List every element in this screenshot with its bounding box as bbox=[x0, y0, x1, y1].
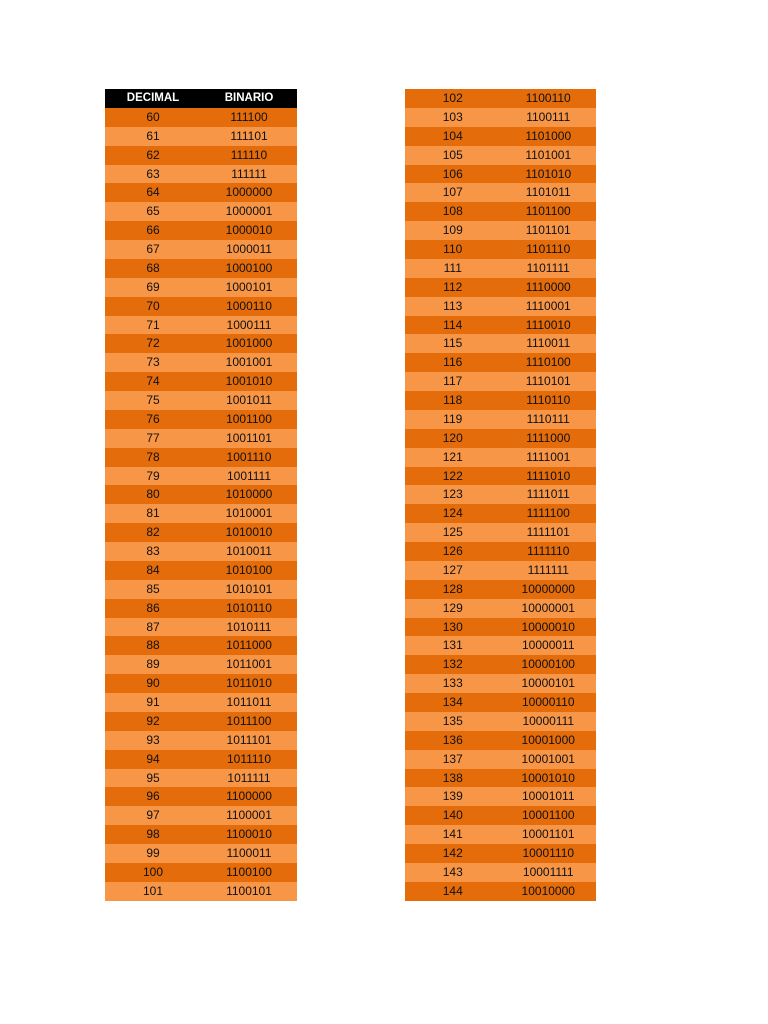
decimal-cell: 63 bbox=[105, 165, 201, 184]
table-row bbox=[405, 429, 596, 448]
binary-cell: 1001001 bbox=[201, 353, 297, 372]
binary-cell: 1010111 bbox=[201, 618, 297, 637]
decimal-cell: 118 bbox=[405, 391, 501, 410]
binary-cell: 10001010 bbox=[501, 769, 597, 788]
table-row bbox=[105, 523, 297, 542]
binary-cell: 10000110 bbox=[501, 693, 597, 712]
decimal-cell: 96 bbox=[105, 787, 201, 806]
decimal-cell: 72 bbox=[105, 334, 201, 353]
table-row bbox=[105, 750, 297, 769]
decimal-cell: 126 bbox=[405, 542, 501, 561]
decimal-cell: 119 bbox=[405, 410, 501, 429]
decimal-cell: 66 bbox=[105, 221, 201, 240]
binary-cell: 10000010 bbox=[501, 618, 597, 637]
binary-cell: 1001000 bbox=[201, 334, 297, 353]
table-row bbox=[105, 372, 297, 391]
table-row bbox=[105, 655, 297, 674]
table-row bbox=[105, 146, 297, 165]
binary-cell: 10001101 bbox=[501, 825, 597, 844]
table-row bbox=[405, 353, 596, 372]
decimal-cell: 86 bbox=[105, 599, 201, 618]
decimal-cell: 114 bbox=[405, 316, 501, 335]
table-row bbox=[105, 599, 297, 618]
table-row bbox=[105, 636, 297, 655]
binary-cell: 1011010 bbox=[201, 674, 297, 693]
decimal-cell: 142 bbox=[405, 844, 501, 863]
table-row bbox=[405, 89, 596, 108]
decimal-cell: 120 bbox=[405, 429, 501, 448]
binary-cell: 1101011 bbox=[501, 183, 597, 202]
binary-cell: 1010011 bbox=[201, 542, 297, 561]
binary-cell: 1010101 bbox=[201, 580, 297, 599]
binary-cell: 10001001 bbox=[501, 750, 597, 769]
binary-cell: 1010100 bbox=[201, 561, 297, 580]
decimal-cell: 103 bbox=[405, 108, 501, 127]
decimal-cell: 88 bbox=[105, 636, 201, 655]
table-row bbox=[405, 221, 596, 240]
table-row bbox=[105, 580, 297, 599]
table-row bbox=[405, 485, 596, 504]
decimal-cell: 125 bbox=[405, 523, 501, 542]
table-row bbox=[405, 202, 596, 221]
table-body-right bbox=[405, 89, 596, 901]
decimal-cell: 139 bbox=[405, 787, 501, 806]
table-row bbox=[405, 448, 596, 467]
binary-cell: 10010000 bbox=[501, 882, 597, 901]
binary-cell: 1101101 bbox=[501, 221, 597, 240]
decimal-cell: 97 bbox=[105, 806, 201, 825]
table-row bbox=[105, 825, 297, 844]
table-row bbox=[405, 844, 596, 863]
binary-cell: 111111 bbox=[201, 165, 297, 184]
decimal-cell: 127 bbox=[405, 561, 501, 580]
binary-cell: 1111001 bbox=[501, 448, 597, 467]
binary-cell: 1010010 bbox=[201, 523, 297, 542]
decimal-cell: 106 bbox=[405, 165, 501, 184]
binary-cell: 1111010 bbox=[501, 467, 597, 486]
decimal-cell: 110 bbox=[405, 240, 501, 259]
decimal-cell: 85 bbox=[105, 580, 201, 599]
table-row bbox=[405, 769, 596, 788]
table-row bbox=[105, 882, 297, 901]
decimal-cell: 122 bbox=[405, 467, 501, 486]
decimal-cell: 75 bbox=[105, 391, 201, 410]
binary-cell: 111100 bbox=[201, 108, 297, 127]
binary-cell: 1110110 bbox=[501, 391, 597, 410]
table-row bbox=[105, 542, 297, 561]
table-row bbox=[405, 372, 596, 391]
decimal-binary-table-right bbox=[405, 89, 596, 901]
binary-cell: 10000011 bbox=[501, 636, 597, 655]
table-row bbox=[105, 485, 297, 504]
binary-cell: 1110101 bbox=[501, 372, 597, 391]
binary-cell: 1110100 bbox=[501, 353, 597, 372]
binary-cell: 1110111 bbox=[501, 410, 597, 429]
decimal-column-header: DECIMAL bbox=[105, 89, 201, 108]
decimal-cell: 74 bbox=[105, 372, 201, 391]
table-row bbox=[105, 391, 297, 410]
table-row bbox=[105, 410, 297, 429]
binary-cell: 1011011 bbox=[201, 693, 297, 712]
binary-cell: 1001010 bbox=[201, 372, 297, 391]
decimal-cell: 123 bbox=[405, 485, 501, 504]
table-row bbox=[405, 278, 596, 297]
decimal-cell: 94 bbox=[105, 750, 201, 769]
decimal-cell: 108 bbox=[405, 202, 501, 221]
binary-cell: 1100111 bbox=[501, 108, 597, 127]
table-row bbox=[105, 769, 297, 788]
table-row bbox=[105, 467, 297, 486]
binary-cell: 1011110 bbox=[201, 750, 297, 769]
decimal-cell: 81 bbox=[105, 504, 201, 523]
decimal-cell: 99 bbox=[105, 844, 201, 863]
table-row bbox=[405, 334, 596, 353]
binary-column-header: BINARIO bbox=[201, 89, 297, 108]
table-row bbox=[105, 353, 297, 372]
binary-cell: 1101000 bbox=[501, 127, 597, 146]
table-row bbox=[405, 806, 596, 825]
decimal-cell: 65 bbox=[105, 202, 201, 221]
binary-cell: 1000011 bbox=[201, 240, 297, 259]
binary-cell: 111110 bbox=[201, 146, 297, 165]
decimal-cell: 130 bbox=[405, 618, 501, 637]
table-row bbox=[405, 561, 596, 580]
binary-cell: 10000100 bbox=[501, 655, 597, 674]
binary-cell: 1110001 bbox=[501, 297, 597, 316]
table-row bbox=[105, 259, 297, 278]
table-row bbox=[405, 599, 596, 618]
binary-cell: 1100101 bbox=[201, 882, 297, 901]
table-row bbox=[105, 316, 297, 335]
decimal-cell: 128 bbox=[405, 580, 501, 599]
decimal-cell: 109 bbox=[405, 221, 501, 240]
table-header-row bbox=[105, 89, 297, 108]
decimal-cell: 83 bbox=[105, 542, 201, 561]
decimal-cell: 98 bbox=[105, 825, 201, 844]
table-row bbox=[105, 504, 297, 523]
table-row bbox=[405, 618, 596, 637]
decimal-cell: 101 bbox=[105, 882, 201, 901]
binary-cell: 1111011 bbox=[501, 485, 597, 504]
binary-cell: 1100010 bbox=[201, 825, 297, 844]
table-row bbox=[405, 882, 596, 901]
binary-cell: 10000001 bbox=[501, 599, 597, 618]
decimal-cell: 135 bbox=[405, 712, 501, 731]
decimal-cell: 121 bbox=[405, 448, 501, 467]
table-row bbox=[405, 146, 596, 165]
table-row bbox=[405, 183, 596, 202]
binary-cell: 10000111 bbox=[501, 712, 597, 731]
table-row bbox=[105, 221, 297, 240]
decimal-cell: 111 bbox=[405, 259, 501, 278]
decimal-cell: 137 bbox=[405, 750, 501, 769]
binary-cell: 1011100 bbox=[201, 712, 297, 731]
binary-cell: 10001100 bbox=[501, 806, 597, 825]
binary-cell: 1101001 bbox=[501, 146, 597, 165]
binary-cell: 1111101 bbox=[501, 523, 597, 542]
table-row bbox=[105, 674, 297, 693]
binary-cell: 1111100 bbox=[501, 504, 597, 523]
table-row bbox=[405, 674, 596, 693]
binary-cell: 1100100 bbox=[201, 863, 297, 882]
table-row bbox=[105, 429, 297, 448]
table-body-left bbox=[105, 108, 297, 901]
table-row bbox=[405, 580, 596, 599]
table-row bbox=[405, 108, 596, 127]
decimal-cell: 107 bbox=[405, 183, 501, 202]
table-row bbox=[105, 278, 297, 297]
table-row bbox=[105, 448, 297, 467]
decimal-cell: 133 bbox=[405, 674, 501, 693]
binary-cell: 1010000 bbox=[201, 485, 297, 504]
decimal-cell: 90 bbox=[105, 674, 201, 693]
decimal-binary-table-left bbox=[105, 89, 297, 901]
decimal-cell: 73 bbox=[105, 353, 201, 372]
decimal-cell: 105 bbox=[405, 146, 501, 165]
decimal-cell: 92 bbox=[105, 712, 201, 731]
decimal-cell: 102 bbox=[405, 89, 501, 108]
decimal-cell: 68 bbox=[105, 259, 201, 278]
decimal-cell: 82 bbox=[105, 523, 201, 542]
table-row bbox=[105, 240, 297, 259]
table-row bbox=[405, 410, 596, 429]
binary-cell: 1001111 bbox=[201, 467, 297, 486]
table-row bbox=[405, 863, 596, 882]
binary-cell: 1000100 bbox=[201, 259, 297, 278]
table-row bbox=[405, 240, 596, 259]
table-row bbox=[405, 825, 596, 844]
binary-cell: 1111110 bbox=[501, 542, 597, 561]
binary-cell: 10001110 bbox=[501, 844, 597, 863]
table-row bbox=[405, 391, 596, 410]
binary-cell: 1000001 bbox=[201, 202, 297, 221]
binary-cell: 10001000 bbox=[501, 731, 597, 750]
decimal-cell: 144 bbox=[405, 882, 501, 901]
decimal-cell: 70 bbox=[105, 297, 201, 316]
binary-cell: 1000010 bbox=[201, 221, 297, 240]
table-row bbox=[105, 127, 297, 146]
decimal-cell: 131 bbox=[405, 636, 501, 655]
table-row bbox=[105, 806, 297, 825]
decimal-cell: 64 bbox=[105, 183, 201, 202]
decimal-cell: 129 bbox=[405, 599, 501, 618]
table-row bbox=[105, 731, 297, 750]
table-row bbox=[405, 467, 596, 486]
decimal-cell: 60 bbox=[105, 108, 201, 127]
binary-cell: 1000110 bbox=[201, 297, 297, 316]
decimal-cell: 80 bbox=[105, 485, 201, 504]
table-row bbox=[405, 297, 596, 316]
binary-cell: 1000101 bbox=[201, 278, 297, 297]
table-row bbox=[105, 693, 297, 712]
decimal-cell: 113 bbox=[405, 297, 501, 316]
decimal-cell: 134 bbox=[405, 693, 501, 712]
binary-cell: 1001110 bbox=[201, 448, 297, 467]
binary-cell: 1000111 bbox=[201, 316, 297, 335]
decimal-cell: 116 bbox=[405, 353, 501, 372]
binary-cell: 1101111 bbox=[501, 259, 597, 278]
table-row bbox=[405, 523, 596, 542]
table-row bbox=[105, 787, 297, 806]
decimal-cell: 61 bbox=[105, 127, 201, 146]
binary-cell: 10000101 bbox=[501, 674, 597, 693]
binary-cell: 1110011 bbox=[501, 334, 597, 353]
decimal-cell: 89 bbox=[105, 655, 201, 674]
table-row bbox=[405, 636, 596, 655]
decimal-cell: 91 bbox=[105, 693, 201, 712]
binary-cell: 1111000 bbox=[501, 429, 597, 448]
binary-cell: 1100000 bbox=[201, 787, 297, 806]
table-row bbox=[405, 259, 596, 278]
decimal-cell: 62 bbox=[105, 146, 201, 165]
decimal-cell: 67 bbox=[105, 240, 201, 259]
decimal-cell: 79 bbox=[105, 467, 201, 486]
decimal-cell: 141 bbox=[405, 825, 501, 844]
table-row bbox=[105, 561, 297, 580]
binary-cell: 1010001 bbox=[201, 504, 297, 523]
binary-cell: 1100011 bbox=[201, 844, 297, 863]
decimal-cell: 76 bbox=[105, 410, 201, 429]
binary-cell: 1001101 bbox=[201, 429, 297, 448]
binary-cell: 1111111 bbox=[501, 561, 597, 580]
table-row bbox=[405, 165, 596, 184]
decimal-cell: 78 bbox=[105, 448, 201, 467]
table-row bbox=[405, 750, 596, 769]
table-row bbox=[105, 844, 297, 863]
table-row bbox=[105, 297, 297, 316]
table-row bbox=[105, 712, 297, 731]
binary-cell: 1101010 bbox=[501, 165, 597, 184]
binary-cell: 1110010 bbox=[501, 316, 597, 335]
binary-cell: 1011101 bbox=[201, 731, 297, 750]
table-row bbox=[105, 108, 297, 127]
decimal-cell: 112 bbox=[405, 278, 501, 297]
table-row bbox=[405, 504, 596, 523]
decimal-cell: 138 bbox=[405, 769, 501, 788]
table-row bbox=[405, 655, 596, 674]
binary-cell: 1001100 bbox=[201, 410, 297, 429]
decimal-cell: 84 bbox=[105, 561, 201, 580]
binary-cell: 1000000 bbox=[201, 183, 297, 202]
table-row bbox=[405, 731, 596, 750]
decimal-cell: 136 bbox=[405, 731, 501, 750]
table-row bbox=[405, 316, 596, 335]
binary-cell: 1010110 bbox=[201, 599, 297, 618]
decimal-cell: 143 bbox=[405, 863, 501, 882]
decimal-cell: 117 bbox=[405, 372, 501, 391]
decimal-cell: 87 bbox=[105, 618, 201, 637]
binary-cell: 10000000 bbox=[501, 580, 597, 599]
decimal-cell: 69 bbox=[105, 278, 201, 297]
binary-cell: 1011001 bbox=[201, 655, 297, 674]
decimal-cell: 71 bbox=[105, 316, 201, 335]
binary-cell: 10001011 bbox=[501, 787, 597, 806]
table-row bbox=[405, 712, 596, 731]
decimal-cell: 140 bbox=[405, 806, 501, 825]
table-row bbox=[405, 693, 596, 712]
binary-cell: 1101100 bbox=[501, 202, 597, 221]
table-row bbox=[405, 127, 596, 146]
decimal-cell: 124 bbox=[405, 504, 501, 523]
table-row bbox=[405, 542, 596, 561]
decimal-cell: 77 bbox=[105, 429, 201, 448]
binary-cell: 1110000 bbox=[501, 278, 597, 297]
table-row bbox=[105, 183, 297, 202]
binary-cell: 1100001 bbox=[201, 806, 297, 825]
table-row bbox=[105, 618, 297, 637]
decimal-cell: 95 bbox=[105, 769, 201, 788]
decimal-cell: 132 bbox=[405, 655, 501, 674]
binary-cell: 1001011 bbox=[201, 391, 297, 410]
table-row bbox=[105, 165, 297, 184]
binary-cell: 1101110 bbox=[501, 240, 597, 259]
table-row bbox=[405, 787, 596, 806]
binary-cell: 111101 bbox=[201, 127, 297, 146]
binary-cell: 1011111 bbox=[201, 769, 297, 788]
table-row bbox=[105, 202, 297, 221]
decimal-cell: 115 bbox=[405, 334, 501, 353]
decimal-cell: 100 bbox=[105, 863, 201, 882]
table-row bbox=[105, 334, 297, 353]
binary-cell: 10001111 bbox=[501, 863, 597, 882]
decimal-cell: 104 bbox=[405, 127, 501, 146]
table-row bbox=[105, 863, 297, 882]
binary-cell: 1100110 bbox=[501, 89, 597, 108]
binary-cell: 1011000 bbox=[201, 636, 297, 655]
decimal-cell: 93 bbox=[105, 731, 201, 750]
